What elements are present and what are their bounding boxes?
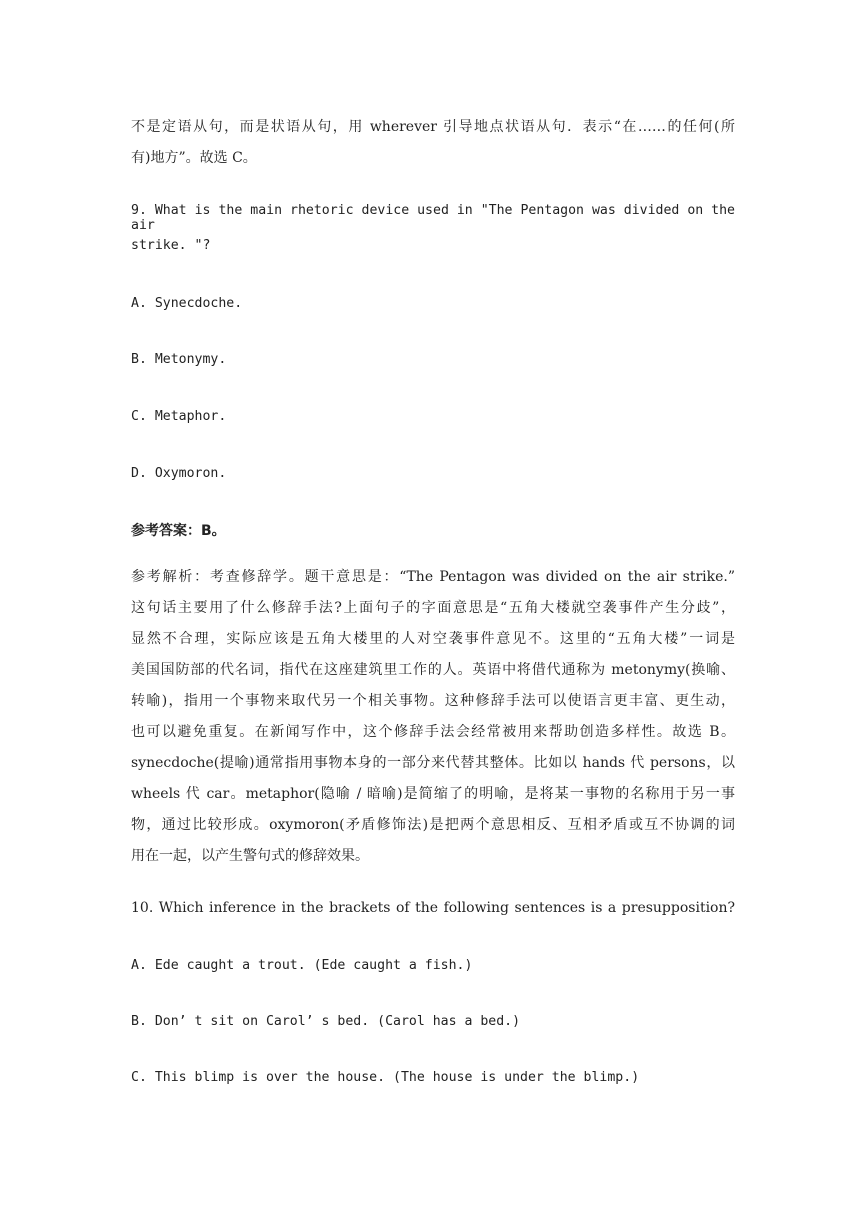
explanation-line: 参考解析：考查修辞学。题干意思是：“The Pentagon was divided on the air strike.” — [131, 569, 735, 585]
explanation-line: 物，通过比较形成。oxymoron(矛盾修饰法)是把两个意思相反、互相矛盾或互不协调的词 — [131, 817, 735, 833]
explanation-line: 美国国防部的代名词，指代在这座建筑里工作的人。英语中将借代通称为 metonymy(换喻、 — [131, 662, 735, 678]
prev-explanation-line-1: 不是定语从句，而是状语从句，用 wherever 引导地点状语从句．表示“在……的任何(所 — [131, 119, 735, 135]
question-9-option-c: C. Metaphor. — [131, 409, 227, 424]
question-9-explanation — [131, 562, 735, 872]
explanation-line: 这句话主要用了什么修辞手法?上面句子的字面意思是“五角大楼就空袭事件产生分歧”， — [131, 600, 735, 616]
question-9-stem-line-2: strike. "? — [131, 238, 211, 253]
question-10-option-b: B. Don’ t sit on Carol’ s bed. (Carol has a bed.) — [131, 1014, 521, 1029]
question-9-answer: 参考答案：B。 — [131, 523, 226, 539]
question-9-option-a: A. Synecdoche. — [131, 296, 243, 311]
question-9-option-d: D. Oxymoron. — [131, 466, 227, 481]
explanation-line: 转喻)，指用一个事物来取代另一个相关事物。这种修辞手法可以使语言更丰富、更生动， — [131, 693, 735, 709]
question-9-stem-line-1: 9. What is the main rhetoric device used in "The Pentagon was divided on the air — [131, 203, 735, 233]
explanation-line: synecdoche(提喻)通常指用事物本身的一部分来代替其整体。比如以 hands 代 persons，以 — [131, 755, 735, 771]
question-10-stem: 10. Which inference in the brackets of the following sentences is a presupposition? — [131, 900, 735, 916]
question-10-option-c: C. This blimp is over the house. (The house is under the blimp.) — [131, 1070, 640, 1085]
explanation-line: wheels 代 car。metaphor(隐喻 / 暗喻)是简缩了的明喻，是将某一事物的名称用于另一事 — [131, 786, 735, 802]
explanation-line: 也可以避免重复。在新闻写作中，这个修辞手法会经常被用来帮助创造多样性。故选 B。 — [131, 724, 735, 740]
question-9-option-b: B. Metonymy. — [131, 352, 227, 367]
explanation-line: 显然不合理，实际应该是五角大楼里的人对空袭事件意见不。这里的“五角大楼”一词是 — [131, 631, 735, 647]
explanation-line: 用在一起，以产生警句式的修辞效果。 — [131, 848, 369, 864]
prev-explanation-line-2: 有)地方”。故选 C。 — [131, 150, 257, 166]
question-10-option-a: A. Ede caught a trout. (Ede caught a fish.) — [131, 958, 473, 973]
